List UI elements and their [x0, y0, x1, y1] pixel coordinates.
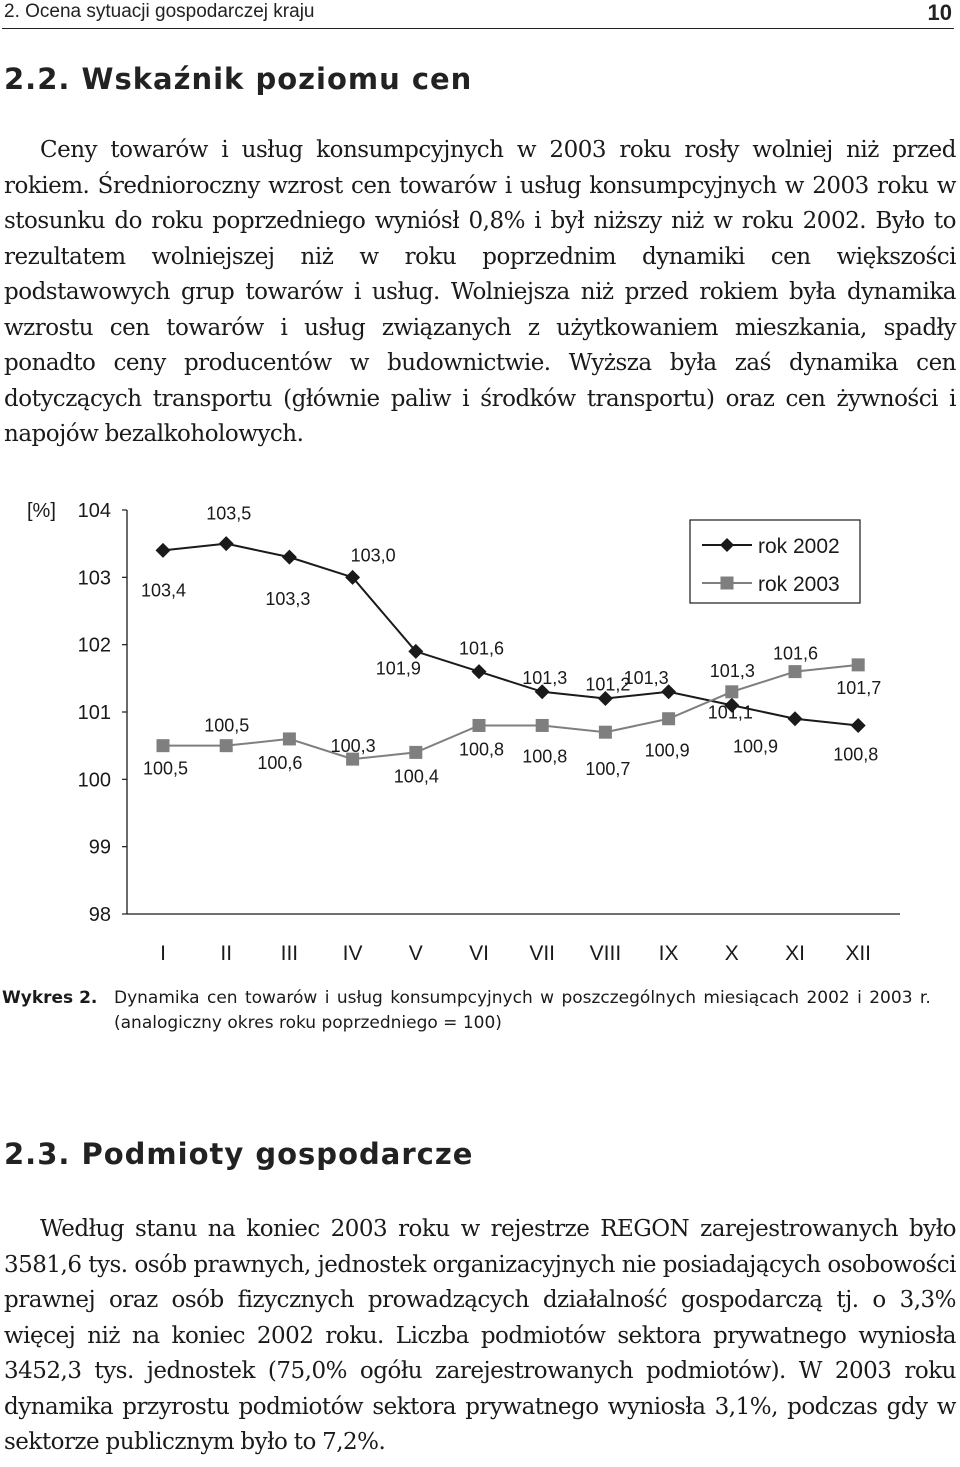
data-label-2002: 100,8 [833, 744, 879, 765]
data-label-2003: 101,6 [773, 643, 819, 664]
data-label-2002: 103,5 [206, 503, 252, 524]
point-marker-2002 [156, 543, 171, 558]
caption-note: (analogiczny okres roku poprzedniego = 100) [114, 1013, 502, 1033]
legend-marker-2003 [721, 577, 734, 590]
point-marker-2002 [282, 550, 297, 565]
data-label-2002: 103,0 [350, 545, 396, 566]
data-label-2002: 103,4 [141, 580, 187, 601]
x-tick-label: VIII [589, 942, 622, 965]
data-label-2003: 100,7 [585, 759, 631, 780]
chapter-title: 2. Ocena sytuacji gospodarczej kraju [4, 1, 315, 22]
point-marker-2003 [157, 739, 170, 752]
y-tick-label: 103 [77, 567, 111, 590]
x-tick-label: I [160, 942, 166, 965]
data-label-2003: 100,5 [204, 715, 250, 736]
data-label-2003: 101,3 [709, 660, 755, 681]
section-title-businesses: 2.3. Podmioty gospodarcze [4, 1137, 474, 1171]
point-marker-2003 [220, 739, 233, 752]
caption-label: Wykres 2. [2, 988, 98, 1008]
data-label-2003: 100,8 [459, 739, 505, 760]
data-label-2002: 101,3 [623, 667, 669, 688]
data-label-2002: 100,9 [733, 736, 779, 757]
y-tick-label: 101 [77, 702, 111, 724]
y-tick-label: 100 [77, 769, 111, 792]
point-marker-2002 [472, 664, 487, 679]
point-marker-2003 [536, 719, 549, 732]
data-label-2003: 100,3 [330, 736, 376, 757]
x-tick-label: IX [658, 942, 679, 965]
data-label-2003: 100,9 [644, 740, 690, 761]
x-tick-label: VI [469, 942, 489, 965]
legend-label-2002: rok 2002 [758, 535, 840, 558]
data-label-2002: 101,6 [459, 638, 505, 659]
point-marker-2002 [219, 536, 234, 551]
data-label-2002: 101,3 [522, 667, 568, 688]
point-marker-2002 [851, 718, 866, 733]
data-label-2003: 101,7 [836, 677, 882, 698]
x-tick-label: VII [529, 942, 556, 965]
y-tick-label: 98 [88, 904, 111, 926]
data-label-2002: 101,9 [375, 658, 421, 679]
x-tick-label: XI [785, 942, 805, 965]
x-tick-label: V [408, 942, 423, 965]
data-label-2003: 100,4 [393, 766, 439, 787]
data-label-2002: 103,3 [265, 589, 311, 610]
data-label-2002: 101,2 [585, 674, 631, 695]
data-label-2003: 100,8 [522, 746, 568, 767]
section-title-price-index: 2.2. Wskaźnik poziomu cen [4, 62, 473, 96]
page-number: 10 [927, 0, 952, 25]
y-axis-label: [%] [27, 500, 56, 522]
data-label-2002: 101,1 [707, 702, 753, 723]
data-label-2003: 100,5 [143, 758, 189, 779]
price-dynamics-chart [0, 490, 960, 980]
price-index-paragraph: Ceny towarów i usług konsumpcyjnych w 2003 roku rosły wolniej niż przed rokiem. Średnioroczny wzrost cen towarów i usług konsumpcyjnych w 2003 roku w stosunku do roku poprzedniego wyniósł 0,8% i był niższy niż w roku 2002. Było to rezultatem wolniejszej niż w roku poprzednim dynamiki cen większości podstawowych grup towarów i usług. Wolniejsza niż przed rokiem była dynamika wzrostu cen towarów i usług związanych z użytkowaniem mieszkania, spadły ponadto ceny producentów w budownictwie. Wyższa była zaś dynamika cen dotyczących transportu (głównie paliw i środków transportu) oraz cen żywności i napojów bezalkoholowych. [4, 137, 956, 447]
running-header [2, 0, 954, 29]
x-tick-label: IV [342, 942, 363, 965]
point-marker-2003 [789, 665, 802, 678]
point-marker-2003 [473, 719, 486, 732]
x-tick-label: XII [845, 942, 872, 965]
point-marker-2003 [409, 746, 422, 759]
x-tick-label: II [220, 942, 233, 965]
legend-label-2003: rok 2003 [758, 573, 840, 596]
businesses-paragraph: Według stanu na koniec 2003 roku w rejestrze REGON zarejestrowanych było 3581,6 tys. osób prawnych, jednostek organizacyjnych nie posiadających osobowości prawnej oraz osób fizycznych prowadzących działalność gospodarczą tj. o 3,3% więcej niż na koniec 2002 roku. Liczba podmiotów sektora prywatnego wyniosła 3452,3 tys. jednostek (75,0% ogółu zarejestrowanych podmiotów). W 2003 roku dynamika przyrostu podmiotów sektora prywatnego wyniosła 3,1%, podczas gdy w sektorze publicznym było to 7,2%. [4, 1216, 956, 1455]
x-tick-label: III [280, 942, 299, 965]
y-tick-label: 99 [88, 836, 111, 859]
y-tick-label: 104 [77, 500, 111, 522]
point-marker-2003 [599, 726, 612, 739]
point-marker-2003 [725, 685, 738, 698]
point-marker-2002 [788, 711, 803, 726]
y-tick-label: 102 [77, 634, 111, 657]
data-label-2003: 100,6 [257, 752, 303, 773]
x-tick-label: X [724, 942, 739, 965]
point-marker-2003 [283, 732, 296, 745]
caption-text: Dynamika cen towarów i usług konsumpcyjnych w poszczególnych miesiącach 2002 i 2003 r. [114, 988, 931, 1008]
point-marker-2003 [662, 712, 675, 725]
point-marker-2003 [852, 658, 865, 671]
